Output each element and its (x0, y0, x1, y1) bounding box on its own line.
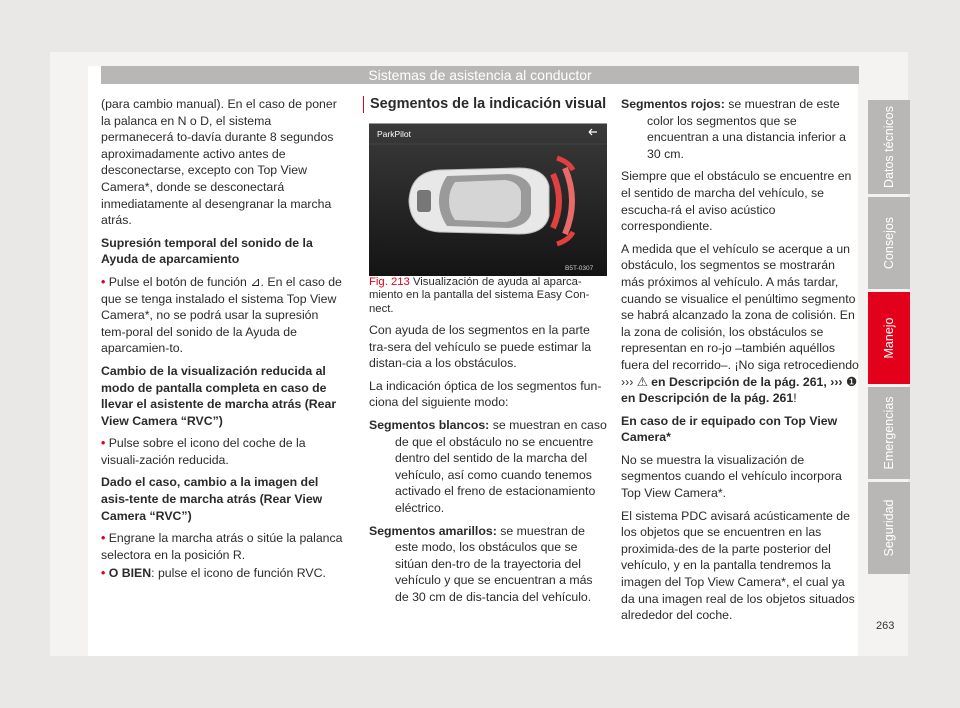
screen-label: ParkPilot (377, 128, 412, 139)
page-number: 263 (876, 620, 895, 632)
figure-parkpilot-screen (369, 123, 607, 276)
paragraph: Con ayuda de los segmentos en la parte tra-sera del vehículo se puede estimar la distan-cia a los obstáculos. (369, 323, 592, 371)
bullet-item: • Engrane la marcha atrás o sitúe la palanca selectora en la posición R. (101, 530, 344, 563)
bullet-item: • O BIEN: pulse el icono de función RVC. (101, 565, 344, 582)
definition-item: Segmentos rojos: se muestran de este color los segmentos que se encuentran a una distancia inferior a 30 cm. (621, 97, 846, 161)
definition-item: Segmentos blancos: se muestran en caso de que el obstáculo no se encuentre dentro del sentido de la marcha del vehículo, así como cuando tenemos activado el freno de estacionamiento eléctrico. (369, 418, 607, 516)
column-left (101, 96, 344, 588)
bullet-item: • Pulse el botón de función ⊿. En el caso de que se tenga instalado el sistema Top View Camera*, no se podrá usar la supresión tem-poral del sonido de la Ayuda de aparcamien-to. (101, 274, 344, 357)
paragraph: (para cambio manual). En el caso de poner la palanca en N o D, el sistema permanecerá to-davía durante 8 segundos aproximadamente activo antes de desconectarse, excepto con Top View Camera*, donde se desconectará inmediatamente al desengranar la marcha atrás. (101, 97, 337, 228)
section-title: Segmentos de la indicación visual (363, 96, 607, 113)
paragraph: No se muestra la visualización de segmentos cuando el vehículo incorpora Top View Camera*. (621, 452, 842, 501)
tab-datos-tecnicos[interactable]: Datos técnicos (868, 100, 910, 194)
subheading: Dado el caso, cambio a la imagen del asis-tente de marcha atrás (Rear View Camera “RVC”) (101, 475, 323, 523)
paragraph: El sistema PDC avisará acústicamente de los objetos que se encuentren en las proximida-des de la parte posterior del vehículo, y en la pantalla tendremos la imagen del Top View Camera*, el cual ya da una imagen real de los objetos situados alrededor del coche. (621, 508, 855, 623)
paragraph: A medida que el vehículo se acerque a un obstáculo, los segmentos se mostrarán más próximos al vehículo. A más tardar, cuando se visualice el penúltimo segmento se habrá alcanzado la zona de colisión. En la zona de colisión, los obstáculos se representan en ro-jo –también aquéllos fuera del recorrido–. ¡No siga retrocediendo ››› ⚠ en Descripción de la pág. 261, ››› ❶ en Descripción de la pág. 261! (621, 241, 859, 406)
subheading: Supresión temporal del sonido de la Ayuda de aparcamiento (101, 235, 313, 267)
parkpilot-illustration (369, 124, 607, 276)
tab-consejos[interactable]: Consejos (868, 197, 910, 289)
warning-icon: ⚠ (636, 374, 648, 389)
figure-code: B5T-0307 (565, 264, 594, 272)
bullet-item: • Pulse sobre el icono del coche de la visuali-zación reducida. (101, 435, 344, 468)
column-middle (369, 96, 607, 612)
reference-link[interactable]: en Descripción de la pág. 261 (621, 391, 794, 406)
section-header: Sistemas de asistencia al conductor (101, 66, 859, 84)
paragraph: Siempre que el obstáculo se encuentre en el sentido de marcha del vehículo, se escucha-rá el aviso acústico correspondiente. (621, 169, 852, 234)
info-icon: ❶ (845, 374, 857, 389)
tab-manejo[interactable]: Manejo (868, 292, 910, 384)
definition-item: Segmentos amarillos: se muestran de este modo, los obstáculos que se sitúan den-tro de la trayectoria del vehículo y que se encuentran a más de 30 cm de dis-tancia del vehículo. (369, 523, 593, 604)
tab-emergencias[interactable]: Emergencias (868, 387, 910, 479)
subheading: Cambio de la visualización reducida al modo de pantalla completa en caso de llevar el asistente de marcha atrás (Rear View Camera “RVC”) (101, 363, 337, 428)
chapter-tabs (868, 100, 910, 577)
reference-link[interactable]: en Descripción de la pág. 261, (651, 374, 827, 389)
subheading: En caso de ir equipado con Top View Camera* (621, 413, 838, 445)
column-right (621, 96, 861, 630)
paragraph: La indicación óptica de los segmentos fun-ciona del siguiente modo: (369, 378, 602, 410)
tab-seguridad[interactable]: Seguridad (868, 482, 910, 574)
figure-caption: Fig. 213 Visualización de ayuda al aparca-miento en la pantalla del sistema Easy Con-nect. (369, 275, 590, 315)
car-icon (409, 168, 549, 234)
